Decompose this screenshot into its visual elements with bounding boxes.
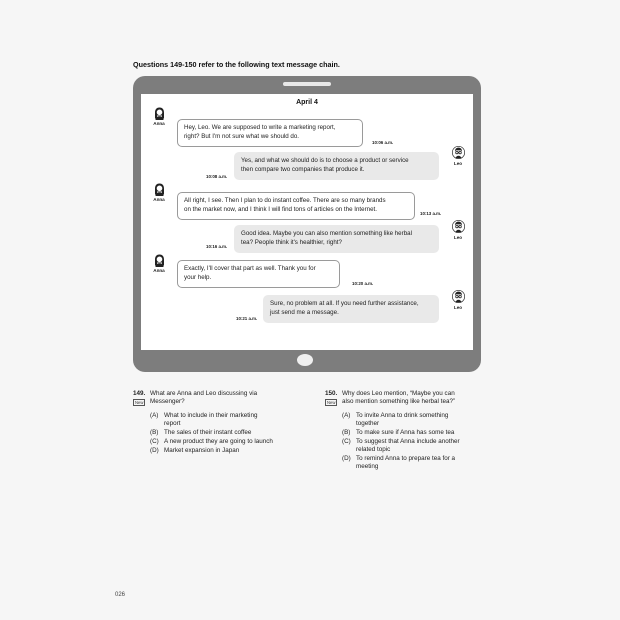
option-letter: (A): [150, 412, 159, 419]
option-letter: (C): [150, 438, 159, 445]
message-line: Yes, and what we should do is to choose a product or service: [241, 157, 409, 164]
option-text: [356, 429, 491, 437]
message-line: Exactly, I'll cover that part as well. Thank you for: [184, 265, 316, 272]
question-number: 150.: [325, 390, 338, 397]
avatar-name: Leo: [453, 161, 463, 166]
message-line: then compare two companies that produce it.: [241, 166, 365, 173]
question-text: [150, 390, 257, 407]
option-line: What to include in their marketing: [164, 412, 258, 419]
option-text: [164, 412, 314, 429]
chat-date: April 4: [296, 99, 318, 106]
tablet-home-button: [297, 354, 313, 366]
option-line: Market expansion in Japan: [164, 447, 240, 454]
message-screen: [141, 94, 473, 350]
option-line: report: [164, 420, 181, 428]
question-line: also mention something like herbal tea?”: [342, 398, 456, 406]
question-line: Messenger?: [150, 398, 185, 406]
new-tag: New: [135, 400, 144, 405]
message-line: All right, I see. Then I plan to do instant coffee. There are so many brands: [184, 197, 386, 204]
chat-bubble-2: [234, 152, 439, 180]
woman-avatar-icon: [153, 183, 166, 196]
option-line: To remind Anna to prepare tea for a: [356, 455, 456, 462]
leo-avatar: [450, 146, 466, 166]
new-tag: New: [327, 400, 336, 405]
message-line: Good idea. Maybe you can also mention something like herbal: [241, 230, 412, 237]
chat-bubble-6: [263, 295, 439, 323]
message-time: 10:08 a.m.: [206, 174, 228, 179]
option-letter: (B): [150, 429, 159, 436]
question-149: [133, 390, 313, 480]
option-line: A new product they are going to launch: [164, 438, 273, 445]
option-line: meeting: [356, 463, 379, 471]
man-with-glasses-avatar-icon: [452, 290, 465, 304]
avatar-name: Leo: [453, 305, 463, 310]
option-text: [164, 447, 314, 455]
tablet-speaker: [283, 82, 331, 86]
option-line: To make sure if Anna has some tea: [356, 429, 455, 436]
woman-avatar-icon: [153, 107, 166, 120]
option-text: [356, 438, 491, 455]
chat-bubble-5: [177, 260, 340, 288]
question-text: [342, 390, 455, 407]
option-text: [356, 455, 491, 472]
woman-avatar-icon: [153, 254, 166, 267]
option-letter: (B): [342, 429, 351, 436]
message-line: Hey, Leo. We are supposed to write a marketing report,: [184, 124, 336, 131]
leo-avatar: [450, 290, 466, 310]
anna-avatar: [151, 107, 167, 126]
option-text: [356, 412, 491, 429]
message-line: tea? People think it's healthier, right?: [241, 239, 342, 246]
message-time: 10:06 a.m.: [372, 140, 394, 145]
message-time: 10:16 a.m.: [206, 244, 228, 249]
anna-avatar: [151, 254, 167, 273]
option-letter: (A): [342, 412, 351, 419]
avatar-name: Anna: [153, 121, 165, 126]
chat-bubble-3: [177, 192, 415, 220]
avatar-name: Anna: [153, 268, 165, 273]
question-line: Why does Leo mention, “Maybe you can: [342, 390, 455, 397]
tablet-frame: [133, 76, 481, 372]
message-time: 10:21 a.m.: [236, 316, 258, 321]
option-line: related topic: [356, 446, 391, 454]
message-line: right? But I'm not sure what we should do.: [184, 133, 300, 140]
message-line: Sure, no problem at all. If you need further assistance,: [270, 300, 419, 307]
option-line: To suggest that Anna include another: [356, 438, 460, 445]
option-text: [164, 429, 314, 437]
question-line: What are Anna and Leo discussing via: [150, 390, 258, 397]
anna-avatar: [151, 183, 167, 202]
question-intro: Questions 149-150 refer to the following text message chain.: [133, 60, 340, 69]
avatar-name: Leo: [453, 235, 463, 240]
option-letter: (C): [342, 438, 351, 445]
message-line: your help.: [184, 274, 212, 281]
chat-bubble-4: [234, 225, 439, 253]
option-letter: (D): [342, 455, 351, 462]
option-line: The sales of their instant coffee: [164, 429, 252, 436]
option-line: To invite Anna to drink something: [356, 412, 449, 419]
option-line: together: [356, 420, 380, 428]
option-text: [164, 438, 314, 446]
question-number: 149.: [133, 390, 146, 397]
message-line: just send me a message.: [270, 309, 339, 316]
message-time: 10:20 a.m.: [352, 281, 374, 286]
man-with-glasses-avatar-icon: [452, 146, 465, 160]
message-line: on the market now, and I think I will find tons of articles on the Internet.: [184, 206, 377, 213]
leo-avatar: [450, 220, 466, 240]
avatar-name: Anna: [153, 197, 165, 202]
question-150: [325, 390, 490, 480]
option-letter: (D): [150, 447, 159, 454]
man-with-glasses-avatar-icon: [452, 220, 465, 234]
page-number: 026: [115, 592, 126, 598]
chat-bubble-1: [177, 119, 363, 147]
message-time: 10:13 a.m.: [420, 211, 442, 216]
